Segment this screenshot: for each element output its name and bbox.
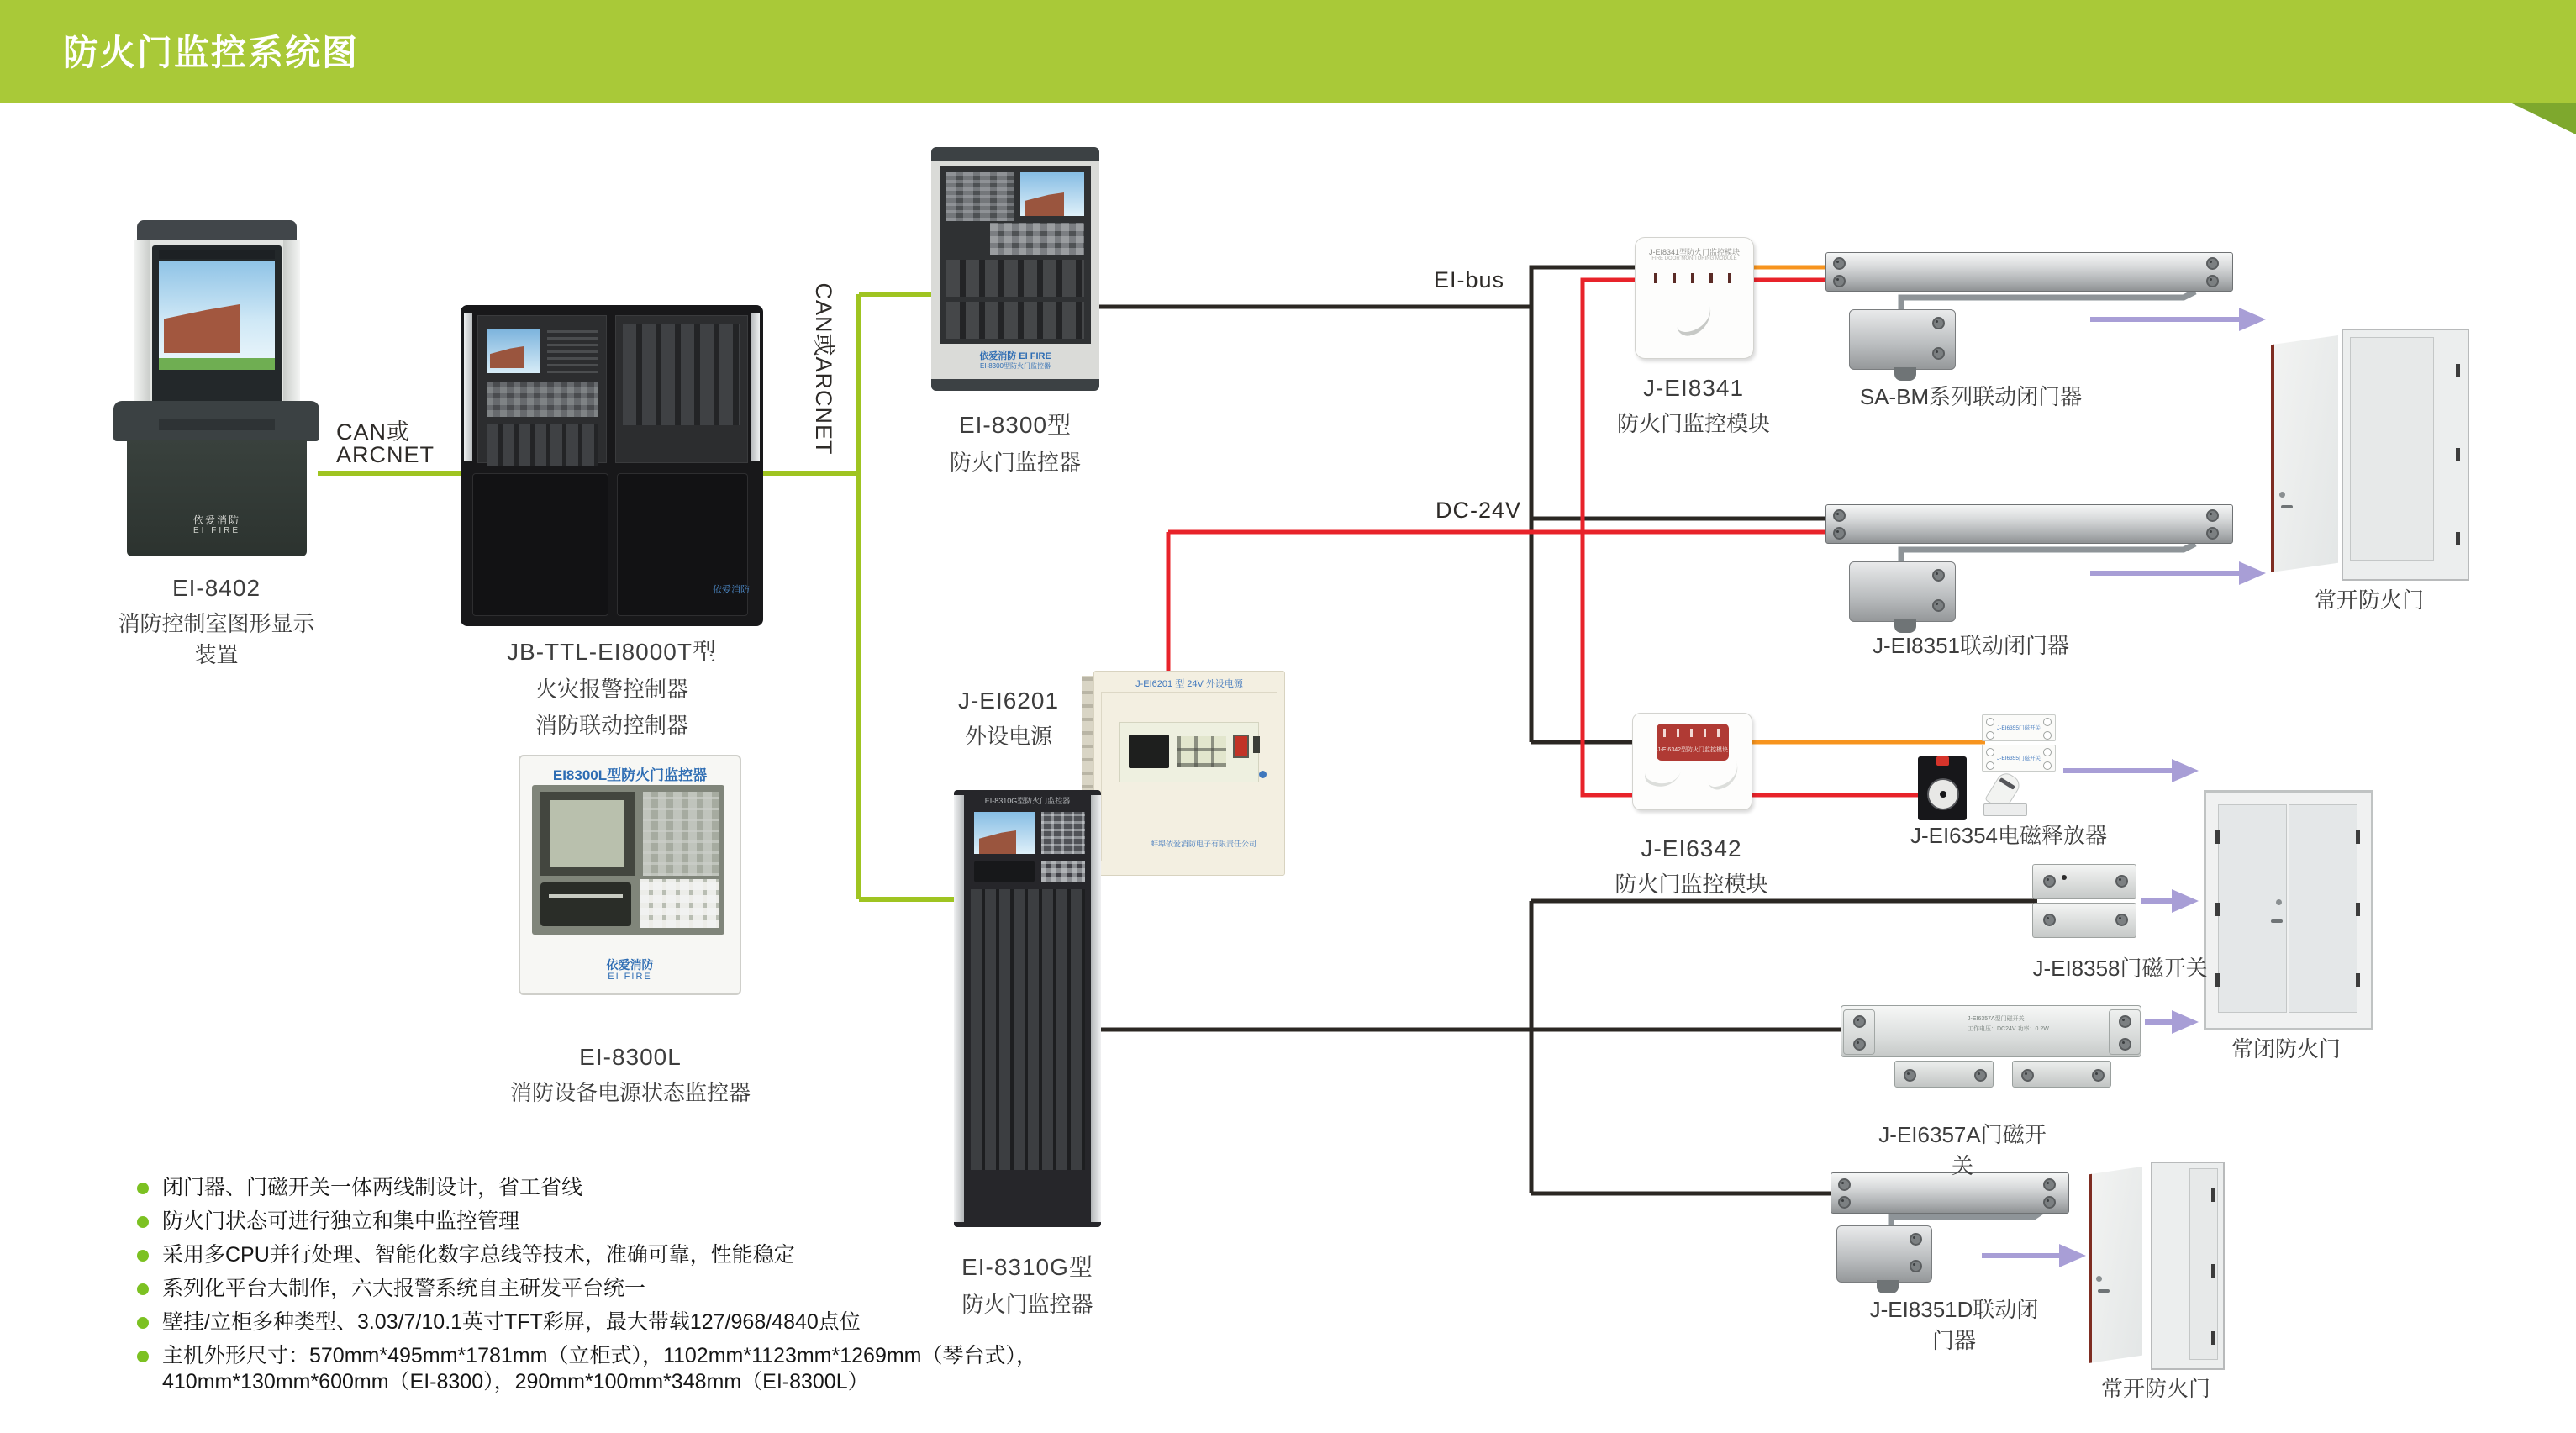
door-leaf-left: [2218, 804, 2287, 1013]
hinge-icon: [2456, 364, 2460, 377]
caption-ei8402: [113, 575, 319, 669]
kiosk-screen-caption-bar: [159, 250, 275, 259]
building-image: [164, 304, 240, 353]
magnet-center: [1940, 791, 1946, 798]
bullet-icon: [137, 1216, 149, 1228]
caption-door-bottom: 常开防火门: [2100, 1376, 2210, 1401]
hole-icon: [1986, 731, 1994, 740]
keypad: [640, 879, 719, 928]
screw-icon: [2119, 1015, 2131, 1028]
kiosk-screen: [159, 261, 275, 370]
module-slot-row-1: [946, 260, 1084, 297]
feature-item: [137, 1276, 1129, 1302]
jei6357a-door-magnet-switch: [1841, 1005, 2140, 1086]
jei8341-fire-door-monitoring-module: [1635, 237, 1754, 359]
kiosk-pillar-right: [283, 240, 300, 419]
magnet-bracket: [1894, 1061, 1994, 1088]
switch-plate: [1982, 714, 2056, 741]
hinge-icon: [2356, 830, 2360, 844]
tower-led-panel: [1041, 812, 1085, 854]
caption-jei6354: J-EI6354电磁释放器: [1910, 823, 2108, 848]
caption-ei8402-desc: 消防控制室图形显示装置: [118, 611, 315, 667]
feature-text: 主机外形尺寸：570mm*495mm*1781mm（立柜式），1102mm*1123mm*1269mm（琴台式），410mm*130mm*600mm（EI-8300），290mm*100mm*348mm（EI-8300L）: [162, 1344, 1037, 1393]
caption-jbttl: [461, 634, 763, 740]
screw-icon: [2043, 875, 2056, 888]
power-box-title: J-EI6201 型 24V 外设电源: [1135, 679, 1243, 689]
ei8300l-power-status-monitor: [519, 755, 741, 995]
bullet-icon: [137, 1250, 149, 1262]
indicator-dot: [2062, 875, 2067, 880]
hinge-icon: [2211, 1188, 2215, 1202]
kiosk-screen-bezel: [152, 245, 282, 414]
panel-screen: [1020, 172, 1084, 216]
arrow-to-door-top-1: [2090, 308, 2266, 331]
model-label: EI-8300型防火门监控器: [979, 362, 1051, 370]
hinge-icon: [2215, 830, 2220, 844]
feature-text: 防火门状态可进行独立和集中监控管理: [162, 1209, 520, 1233]
decorative-curve: [1642, 761, 1681, 792]
bar-label-zone: [1968, 1013, 2102, 1050]
screw-icon: [2206, 275, 2219, 287]
cabinet-strip-right: [751, 313, 760, 461]
plate-label: J-EI6355门磁开关: [1996, 756, 2041, 761]
arrow-to-door-bottom: [1982, 1244, 2086, 1267]
caption-jei8351: J-EI8351联动闭门器: [1872, 633, 2070, 658]
jei8358-door-magnet-switch: [2032, 864, 2135, 936]
wire-dc24v-to-jei6342: [1583, 532, 1637, 795]
mount-boss-left: [1843, 1009, 1875, 1055]
hinge-icon: [2456, 532, 2460, 545]
screw-icon: [1833, 275, 1846, 287]
door-handle: [2271, 919, 2283, 923]
caption-jei8358: J-EI8358门磁开关: [2032, 956, 2208, 981]
magnet-face: [1927, 778, 1959, 810]
ei8300-fire-door-monitor: [931, 147, 1099, 391]
switch-block-top: [2032, 864, 2136, 899]
jei6354-electromagnetic-releaser: [1918, 750, 2027, 820]
decorative-curve: [1704, 761, 1743, 792]
hinge-icon: [2215, 903, 2220, 916]
caption-jei8341-model: J-EI8341: [1642, 375, 1745, 401]
panel-top-cap: [931, 147, 1099, 161]
label-ei-bus: EI-bus: [1434, 267, 1505, 292]
screw-icon: [1910, 1233, 1922, 1246]
door-handle: [2098, 1289, 2110, 1293]
arrow-to-door-mid-3: [2145, 1010, 2199, 1034]
jei8351d-door-closer-body: [1836, 1225, 1932, 1283]
jbttl-ei8000t-fire-alarm-controller: [461, 305, 763, 626]
closer-valve: [1877, 1280, 1899, 1293]
caption-ei8300l: [471, 1044, 790, 1107]
arrow-to-door-mid-1: [2063, 759, 2199, 782]
screw-icon: [1932, 347, 1945, 360]
screw-icon: [2115, 875, 2128, 888]
caption-jbttl-model: JB-TTL-EI8000T型: [507, 639, 717, 665]
catch-ring: [1999, 777, 2015, 790]
caption-jei6342-desc: 防火门监控模块: [1615, 872, 1768, 897]
screw-icon: [1910, 1260, 1922, 1272]
screw-icon: [2092, 1069, 2105, 1082]
company-label: 蚌埠依爱消防电子有限责任公司: [1150, 840, 1256, 848]
bar-label-2: 工作电压：DC24V 功率：0.2W: [1968, 1026, 2049, 1032]
caption-jei6201-desc: 外设电源: [964, 724, 1052, 749]
screw-icon: [1838, 1196, 1851, 1209]
panel-face: [940, 166, 1091, 344]
feature-list: [137, 1175, 1129, 1403]
caption-jei6342: [1605, 835, 1778, 898]
feature-item: [137, 1309, 1129, 1336]
kiosk-base: [127, 440, 307, 556]
caption-ei8310g-desc: 防火门监控器: [961, 1292, 1093, 1317]
catch-base: [1983, 803, 2027, 816]
screw-icon: [1904, 1069, 1916, 1082]
lock-icon: [2276, 899, 2282, 905]
lock-icon: [2096, 1276, 2102, 1282]
ei8310g-fire-door-monitor-cabinet: [954, 790, 1101, 1227]
tower-keypad: [1041, 861, 1085, 882]
caption-door-top: 常开防火门: [2314, 587, 2424, 613]
tower-rail-right: [1091, 795, 1101, 1222]
door-normally-open-bottom: [2089, 1158, 2223, 1370]
brand-logo: 依爱消防 EI FIRE: [979, 351, 1051, 361]
screw-icon: [1932, 317, 1945, 329]
door-normally-open-top: [2269, 324, 2469, 582]
screw-icon: [2043, 914, 2056, 926]
feature-text: 采用多CPU并行处理、智能化数字总线等技术，准确可靠，性能稳定: [162, 1243, 795, 1267]
closer-valve: [1894, 367, 1916, 381]
wire-eibus-to-jei8341: [1531, 267, 1639, 307]
magnet-bracket: [2012, 1061, 2111, 1088]
hole-icon: [2043, 761, 2052, 770]
bullet-icon: [137, 1351, 149, 1362]
power-indicators: [1177, 736, 1226, 767]
module-led-row: [1663, 729, 1722, 737]
panel-keypad: [990, 223, 1084, 255]
sabm-door-closer-body: [1849, 309, 1956, 370]
jei6342-fire-door-monitoring-module: [1632, 713, 1752, 810]
screw-icon: [2119, 1038, 2131, 1051]
feature-item: [137, 1209, 1129, 1235]
caption-jei8341-desc: 防火门监控模块: [1616, 411, 1770, 436]
cabinet-module-slots: [623, 324, 740, 425]
page-title: 防火门监控系统图: [63, 33, 360, 72]
door-open-leaf: [2089, 1167, 2142, 1363]
caption-jei6357a: J-EI6357A门磁开关: [1878, 1122, 2047, 1178]
brand-logo: 依爱消防: [192, 514, 240, 526]
panel-bottom-cap: [931, 379, 1099, 391]
kiosk-neck: [159, 419, 275, 430]
printer-slot: [540, 882, 631, 926]
feature-text: 壁挂/立柜多种类型、3.03/7/10.1英寸TFT彩屏，最大带载127/968/4840点位: [162, 1310, 861, 1334]
caption-jei6201-model: J-EI6201: [957, 688, 1060, 714]
hinge-icon: [2211, 1331, 2215, 1345]
screw-icon: [1833, 527, 1846, 540]
lcd-outer: [540, 792, 635, 876]
tower-rail-left: [954, 795, 964, 1222]
screw-icon: [1838, 1178, 1851, 1191]
caption-jei6342-model: J-EI6342: [1641, 835, 1742, 861]
screw-icon: [1833, 257, 1846, 270]
cabinet-screen: [487, 329, 540, 373]
screw-icon: [2115, 914, 2128, 926]
screw-icon: [1853, 1038, 1866, 1051]
hinge-icon: [2215, 973, 2220, 987]
building-image: [979, 830, 1016, 854]
screw-icon: [2021, 1069, 2034, 1082]
led-matrix: [946, 172, 1014, 221]
module-title: J-EI8341型防火门监控模块: [1648, 248, 1741, 256]
cabinet-module-panel: [615, 315, 748, 463]
door-open-leaf: [2271, 335, 2338, 572]
caption-ei8300-desc: 防火门监控器: [949, 450, 1081, 475]
label-can-vertical: CAN或ARCNET: [811, 282, 836, 456]
paper-slot: [549, 894, 623, 898]
screw-icon: [2206, 527, 2219, 540]
tower-screen: [974, 812, 1035, 854]
ei8402-graphic-display-device: [113, 220, 319, 565]
bullet-icon: [137, 1317, 149, 1329]
module-slot-row-2: [946, 302, 1084, 339]
arrow-to-door-top-2: [2090, 561, 2266, 585]
caption-jbttl-line2: 火灾报警控制器: [535, 677, 688, 702]
power-switch: [1233, 735, 1249, 758]
kiosk-top-cap: [137, 220, 297, 242]
brand-logo: 依爱消防: [606, 958, 654, 972]
feature-item: [137, 1242, 1129, 1268]
brand-logo-en: EI FIRE: [192, 526, 240, 535]
screw-icon: [1932, 599, 1945, 612]
sabm-door-closer-rail: [1825, 252, 2233, 292]
module-led-row: [1654, 273, 1735, 283]
label-can-line2: ARCNET: [336, 442, 435, 467]
cabinet-led-columns: [547, 329, 598, 373]
caption-jbttl-line3: 消防联动控制器: [535, 713, 688, 738]
lcd-screen: [550, 800, 624, 867]
tower-module-slots: [971, 889, 1085, 1170]
plate-label: J-EI6355门磁开关: [1996, 725, 2041, 731]
cabinet-keypad: [487, 382, 598, 417]
lock-icon: [2279, 492, 2285, 498]
screw-icon: [1833, 509, 1846, 522]
caption-ei8402-model: EI-8402: [171, 575, 261, 601]
door-leaf-right: [2289, 804, 2357, 1013]
cabinet-slot-row: [487, 424, 598, 466]
hinge-icon: [2211, 1264, 2215, 1278]
caption-ei8300l-desc: 消防设备电源状态监控器: [509, 1080, 751, 1105]
hole-icon: [2043, 731, 2052, 740]
kiosk-pillar-left: [134, 240, 150, 419]
caption-door-mid: 常闭防火门: [2231, 1036, 2341, 1062]
module-label-band: [1657, 724, 1729, 761]
mount-boss-right: [2109, 1009, 2141, 1055]
power-box-face: [1093, 671, 1285, 876]
screw-icon: [1932, 569, 1945, 582]
screw-icon: [1853, 1015, 1866, 1028]
caption-ei8300-model: EI-8300型: [958, 412, 1072, 438]
door-frame: [2151, 1162, 2225, 1370]
panel-face: [532, 785, 724, 935]
grass-strip: [159, 358, 275, 370]
indicator-grid: [643, 792, 719, 876]
cabinet-strip-left: [464, 313, 472, 461]
screw-icon: [2043, 1178, 2056, 1191]
caption-jei8341: [1609, 375, 1778, 438]
panel-title: EI8300L型防火门监控器: [552, 767, 708, 783]
screw-icon: [2043, 1196, 2056, 1209]
label-dc24v: DC-24V: [1436, 498, 1522, 523]
bar-label: J-EI6357A型门磁开关: [1968, 1016, 2025, 1022]
feature-text: 闭门器、门磁开关一体两线制设计，省工省线: [162, 1176, 583, 1199]
feature-item: [137, 1343, 1129, 1395]
switch-block-bottom: [2032, 903, 2136, 938]
kiosk-head: [134, 240, 300, 419]
caption-ei8310g-model: EI-8310G型: [961, 1254, 1093, 1280]
module-title: J-EI6342型防火门监控模块: [1657, 747, 1729, 753]
release-button: [1936, 756, 1949, 766]
hinge-icon: [2456, 448, 2460, 461]
brand-logo-en: EI FIRE: [608, 972, 652, 982]
screw-icon: [2206, 257, 2219, 270]
bullet-icon: [137, 1183, 149, 1194]
caption-sabm: SA-BM系列联动闭门器: [1859, 384, 2083, 409]
module-title-en: FIRE DOOR MONITORING MODULE: [1651, 256, 1737, 261]
feature-item: [137, 1175, 1129, 1201]
cabinet-control-panel: [477, 315, 607, 463]
caption-jei8351d: J-EI8351D联动闭门器: [1869, 1297, 2039, 1353]
feature-text: 系列化平台大制作，六大报警系统自主研发平台统一: [162, 1277, 646, 1300]
magnet-box: [1918, 756, 1967, 820]
screw-icon: [1974, 1069, 1987, 1082]
arrow-to-door-mid-2: [2141, 889, 2199, 913]
cabinet-door-left: [472, 473, 608, 616]
door-frame: [2342, 329, 2469, 581]
switch-bar: [1841, 1005, 2141, 1057]
bullet-icon: [137, 1283, 149, 1295]
lock-knob: [1259, 771, 1267, 778]
brand-logo: 依爱消防: [713, 585, 750, 595]
label-can-line1: CAN或: [336, 419, 411, 445]
tower-title: EI-8310G型防火门监控器: [984, 797, 1071, 805]
caption-jei6201: [933, 688, 1084, 751]
building-image: [490, 346, 524, 368]
hinge-icon: [2356, 903, 2360, 916]
caption-ei8300l-model: EI-8300L: [579, 1044, 682, 1070]
tower-printer: [974, 861, 1035, 882]
brand-swoosh-icon: [1673, 305, 1715, 338]
caption-ei8300: [931, 407, 1099, 477]
jei6201-peripheral-power-supply: [1082, 671, 1283, 874]
jei8351-door-closer-rail: [1825, 504, 2233, 544]
power-box-panel: [1119, 722, 1259, 782]
screw-icon: [2206, 509, 2219, 522]
power-display: [1129, 735, 1169, 768]
building-image: [1025, 192, 1064, 216]
door-fixed-leaf: [2350, 337, 2434, 561]
power-switch-2: [1253, 736, 1260, 753]
jei8351-door-closer-body: [1849, 561, 1956, 622]
door-normally-closed: [2204, 790, 2373, 1030]
hinge-icon: [2356, 973, 2360, 987]
door-handle: [2281, 505, 2293, 508]
